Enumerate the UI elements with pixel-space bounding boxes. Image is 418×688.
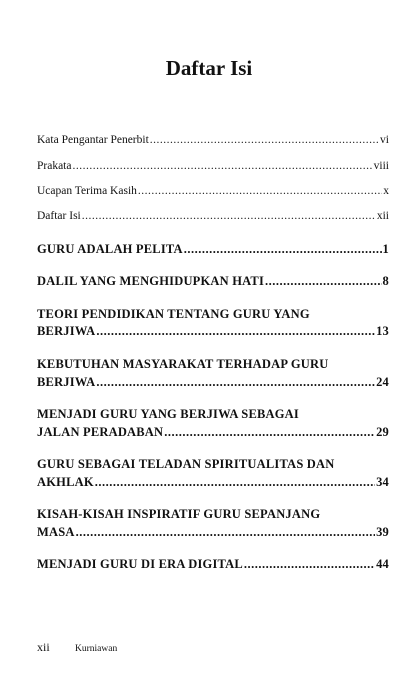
- toc-chapter-page: 8: [382, 274, 389, 288]
- toc-chapter-1[interactable]: [37, 242, 389, 257]
- dot-leader: [95, 475, 375, 490]
- toc-entry-prakata[interactable]: [37, 160, 389, 172]
- toc-entry-label: Kata Pengantar Penerbit: [37, 134, 149, 146]
- toc-chapter-page: 44: [376, 557, 389, 571]
- toc-entry-page: x: [383, 185, 389, 197]
- toc-entry-page: vi: [380, 134, 389, 146]
- toc-chapter-label: GURU ADALAH PELITA: [37, 242, 183, 256]
- toc-chapter-3[interactable]: [37, 324, 389, 339]
- toc-chapter-5-line1[interactable]: MENJADI GURU YANG BERJIWA SEBAGAI: [37, 407, 299, 421]
- toc-chapter-page: 29: [376, 425, 389, 439]
- toc-chapter-8[interactable]: [37, 557, 389, 572]
- toc-entry-label: Daftar Isi: [37, 210, 81, 222]
- toc-chapter-6[interactable]: [37, 475, 389, 490]
- dot-leader: [76, 525, 375, 540]
- dot-leader: [96, 324, 375, 339]
- toc-chapter-4[interactable]: [37, 375, 389, 390]
- dot-leader: [244, 557, 375, 572]
- toc-chapter-page: 24: [376, 375, 389, 389]
- dot-leader: [96, 375, 375, 390]
- dot-leader: [150, 134, 379, 146]
- toc-chapter-label: DALIL YANG MENGHIDUPKAN HATI: [37, 274, 265, 288]
- footer-author: Kurniawan: [75, 644, 118, 654]
- toc-chapter-6-line1[interactable]: GURU SEBAGAI TELADAN SPIRITUALITAS DAN: [37, 457, 335, 471]
- dot-leader: [265, 274, 382, 289]
- toc-chapter-4-line1[interactable]: KEBUTUHAN MASYARAKAT TERHADAP GURU: [37, 357, 329, 371]
- toc-entry-ucapan[interactable]: [37, 185, 389, 197]
- toc-entry-label: Ucapan Terima Kasih: [37, 185, 137, 197]
- toc-chapter-label: MASA: [37, 525, 75, 539]
- toc-entry-label: Prakata: [37, 160, 72, 172]
- toc-chapter-label: BERJIWA: [37, 324, 96, 338]
- dot-leader: [184, 242, 382, 257]
- page-title: Daftar Isi: [165, 56, 253, 80]
- toc-chapter-7-line1[interactable]: KISAH-KISAH INSPIRATIF GURU SEPANJANG: [37, 507, 321, 521]
- toc-chapter-page: 39: [376, 525, 389, 539]
- toc-entry-page: xii: [376, 210, 389, 222]
- toc-chapter-label: BERJIWA: [37, 375, 96, 389]
- toc-chapter-5[interactable]: [37, 425, 389, 440]
- toc-entry-page: viii: [373, 160, 389, 172]
- toc-entry-kata-pengantar[interactable]: [37, 134, 389, 146]
- toc-chapter-3-line1[interactable]: TEORI PENDIDIKAN TENTANG GURU YANG: [37, 307, 310, 321]
- toc-chapter-2[interactable]: [37, 274, 389, 289]
- toc-chapter-page: 13: [376, 324, 389, 338]
- toc-chapter-7[interactable]: [37, 525, 389, 540]
- dot-leader: [164, 425, 375, 440]
- toc-chapter-label: AKHLAK: [37, 475, 94, 489]
- toc-chapter-page: 1: [382, 242, 389, 256]
- toc-chapter-label: MENJADI GURU DI ERA DIGITAL: [37, 557, 243, 571]
- dot-leader: [72, 160, 372, 172]
- toc-chapter-label: JALAN PERADABAN: [37, 425, 164, 439]
- dot-leader: [138, 185, 382, 197]
- footer-page-number: xii: [37, 640, 50, 654]
- dot-leader: [82, 210, 376, 222]
- toc-chapter-page: 34: [376, 475, 389, 489]
- page-footer: [37, 640, 117, 655]
- toc-entry-daftar-isi[interactable]: [37, 210, 389, 222]
